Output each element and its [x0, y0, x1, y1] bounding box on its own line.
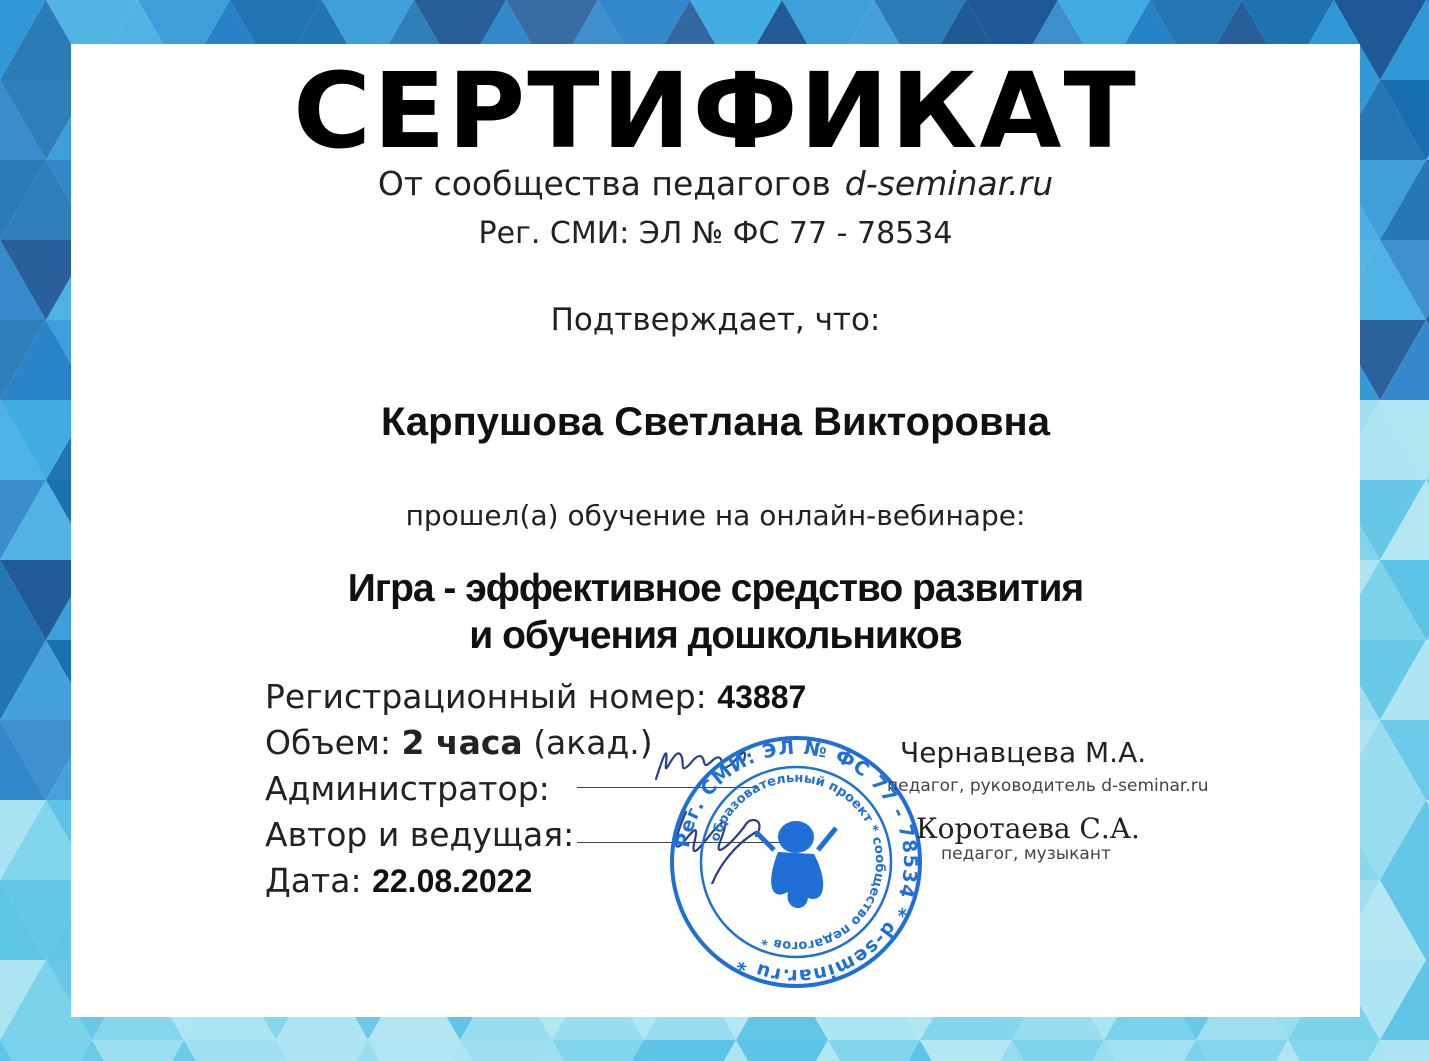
admin-label: Администратор:	[265, 769, 550, 808]
bg-triangle	[644, 1040, 736, 1061]
certificate-title: СЕРТИФИКАТ	[293, 50, 1138, 172]
bg-triangle	[920, 1040, 1012, 1061]
issuer-line	[71, 164, 1360, 203]
volume-label: Объем:	[265, 723, 391, 762]
author-role: педагог, музыкант	[941, 844, 1111, 864]
confirms-text: Подтверждает, что:	[550, 302, 881, 338]
stamp-figure-icon	[756, 821, 836, 908]
reg-number-row	[265, 674, 806, 720]
course-title	[71, 565, 1360, 659]
stamp-inner-text: образовательный проект * сообщество педагогов *	[707, 770, 888, 954]
bg-triangle	[1012, 1040, 1104, 1061]
certificate-card	[71, 44, 1360, 1017]
recipient-name: Карпушова Светлана Викторовна	[381, 400, 1050, 444]
author-label: Автор и ведущая:	[265, 815, 575, 854]
volume-hours: 2 часа	[401, 723, 523, 762]
course-title-line-1: Игра - эффективное средство развития	[347, 567, 1084, 610]
bg-triangle	[736, 1040, 828, 1061]
bg-triangle	[828, 1040, 920, 1061]
bg-triangle	[92, 1040, 184, 1061]
bg-triangle	[1104, 1040, 1196, 1061]
bg-triangle	[0, 1040, 92, 1061]
date-label: Дата:	[265, 861, 362, 900]
date-value: 22.08.2022	[372, 863, 533, 899]
volume-suffix: (акад.)	[533, 723, 653, 762]
admin-name: Чернавцева М.А.	[900, 736, 1147, 769]
bg-triangle	[460, 1040, 552, 1061]
issuer-prefix: От сообщества педагогов	[377, 164, 831, 203]
media-registration: Рег. СМИ: ЭЛ № ФС 77 - 78534	[478, 216, 953, 251]
author-name: Коротаева С.А.	[916, 812, 1140, 845]
issuer-site: d-seminar.ru	[844, 164, 1054, 203]
bg-triangle	[368, 1040, 460, 1061]
bg-triangle	[276, 1040, 368, 1061]
organization-stamp	[666, 732, 926, 992]
bg-triangle	[184, 1040, 276, 1061]
reg-number-value: 43887	[717, 679, 807, 715]
reg-number-label: Регистрационный номер:	[265, 677, 707, 716]
course-title-line-2: и обучения дошкольников	[469, 614, 962, 657]
admin-role: педагог, руководитель d-seminar.ru	[887, 776, 1209, 796]
bg-triangle	[1196, 1040, 1288, 1061]
bg-triangle	[1288, 1040, 1380, 1061]
stamp-outer-text: Рег. СМИ: ЭЛ № ФС 77 - 78534 * d-seminar.ru *	[671, 736, 922, 988]
bg-triangle	[552, 1040, 644, 1061]
passed-text: прошел(а) обучение на онлайн-вебинаре:	[405, 499, 1026, 532]
